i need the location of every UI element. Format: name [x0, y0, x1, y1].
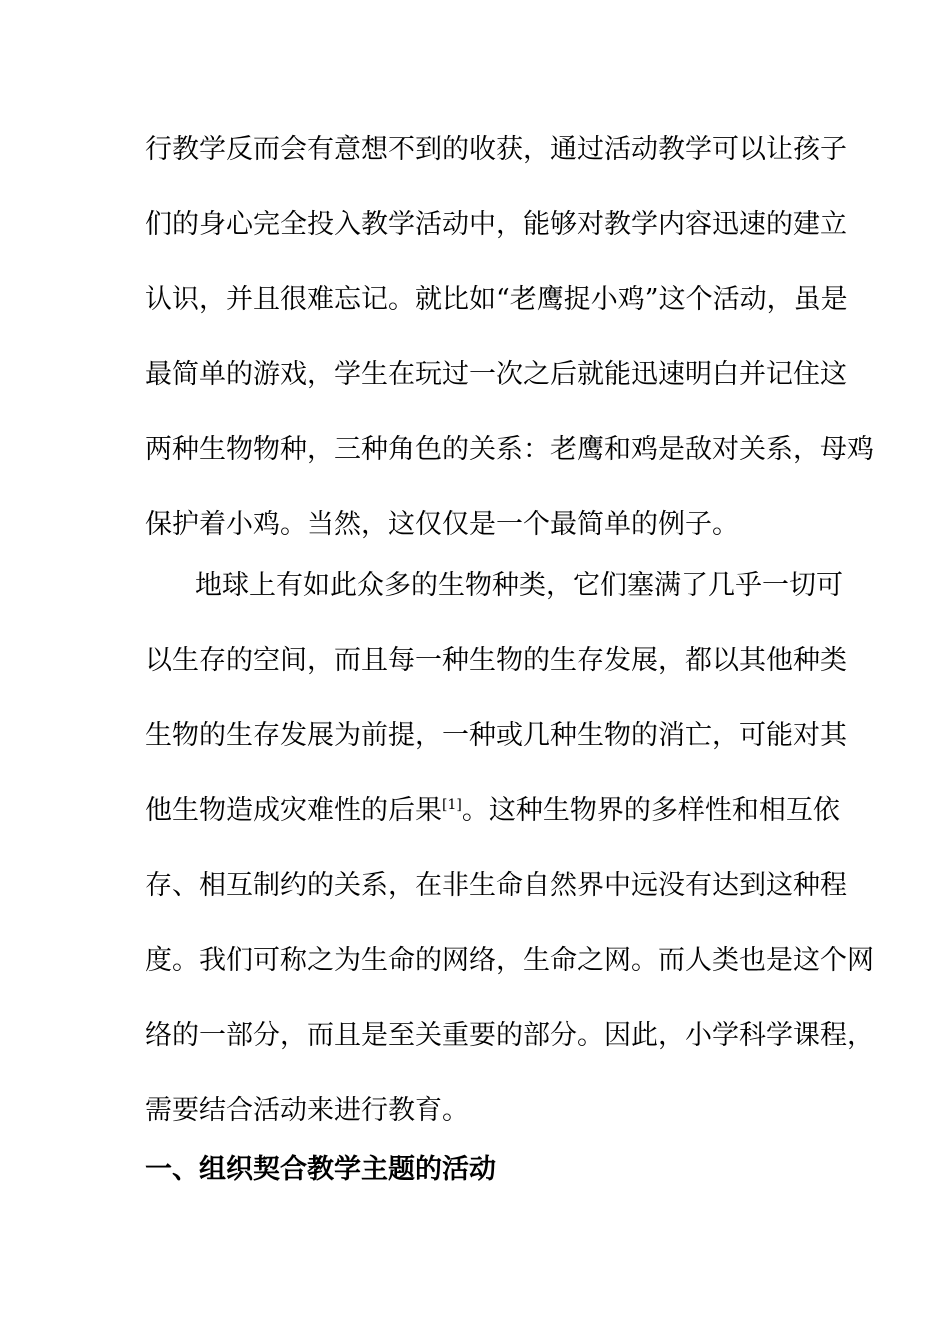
- paragraph-line: 存、相互制约的关系，在非生命自然界中远没有达到这种程: [145, 870, 847, 901]
- paragraph-line: 们的身心完全投入教学活动中，能够对教学内容迅速的建立: [145, 209, 847, 240]
- paragraph-line: 络的一部分，而且是至关重要的部分。因此，小学科学课程，: [145, 1020, 874, 1051]
- citation-marker: [1]: [442, 797, 462, 813]
- paragraph-line: 地球上有如此众多的生物种类，它们塞满了几乎一切可: [195, 570, 843, 601]
- paragraph-line: 保护着小鸡。当然，这仅仅是一个最简单的例子。: [145, 509, 739, 540]
- paragraph-line: 两种生物物种，三种角色的关系：老鹰和鸡是敌对关系，母鸡: [145, 434, 874, 465]
- paragraph-line: 认识，并且很难忘记。就比如“老鹰捉小鸡”这个活动，虽是: [145, 284, 848, 315]
- line-text: 他生物造成灾难性的后果: [145, 795, 442, 826]
- section-heading: 一、组织契合教学主题的活动: [145, 1154, 496, 1185]
- paragraph-line-with-citation: [145, 793, 840, 829]
- paragraph-line: 行教学反而会有意想不到的收获，通过活动教学可以让孩子: [145, 134, 847, 165]
- line-text: 。这种生物界的多样性和相互依: [461, 795, 840, 826]
- paragraph-line: 最简单的游戏，学生在玩过一次之后就能迅速明白并记住这: [145, 359, 847, 390]
- paragraph-line: 生物的生存发展为前提，一种或几种生物的消亡，可能对其: [145, 720, 847, 751]
- paragraph-line: 需要结合活动来进行教育。: [145, 1095, 469, 1126]
- paragraph-line: 以生存的空间，而且每一种生物的生存发展，都以其他种类: [145, 645, 847, 676]
- paragraph-line: 度。我们可称之为生命的网络，生命之网。而人类也是这个网: [145, 945, 874, 976]
